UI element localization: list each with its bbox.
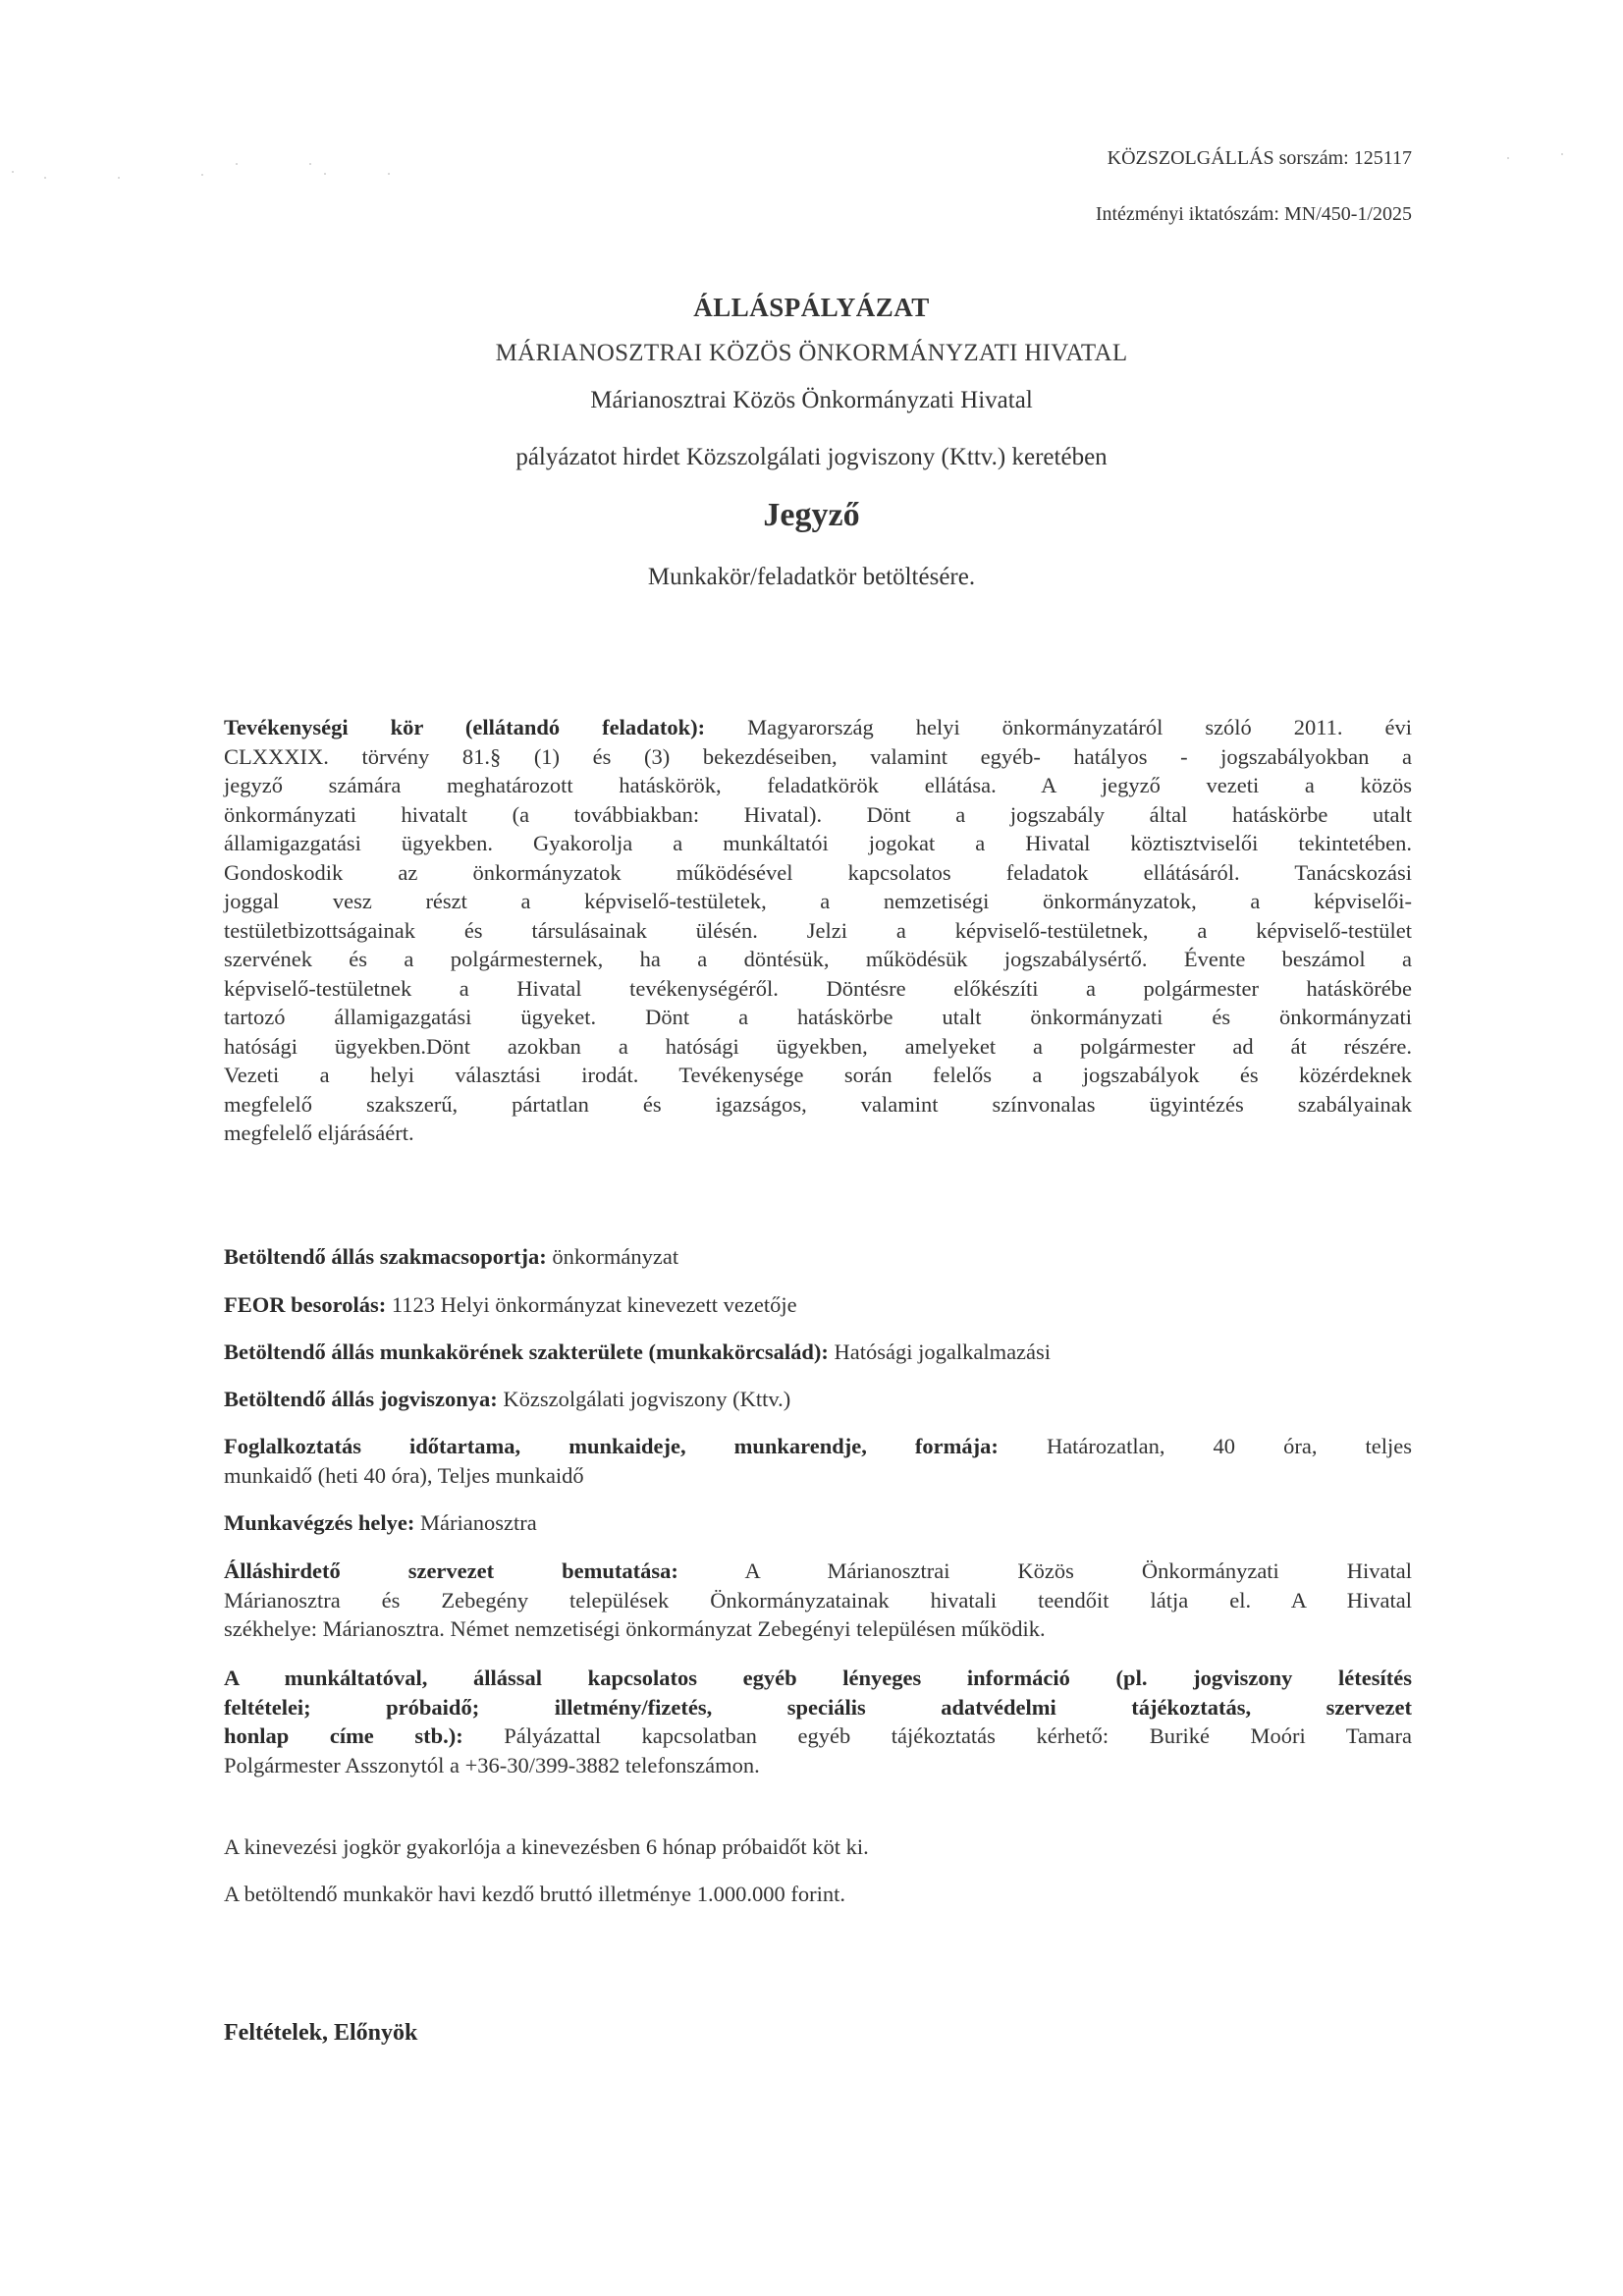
field-other-info — [224, 1664, 1412, 1779]
field-value: munkaidő (heti 40 óra), Teljes munkaidő — [224, 1462, 584, 1488]
field-label: A munkáltatóval, állással kapcsolatos egyéb lényeges információ (pl. jogviszony létesítés — [224, 1666, 1412, 1690]
field-label: honlap címe stb.): — [224, 1723, 463, 1748]
field-label: FEOR besorolás: — [224, 1292, 387, 1317]
document-title: ÁLLÁSPÁLYÁZAT — [693, 293, 930, 322]
position-title: Jegyző — [763, 497, 860, 533]
activity-line: tartozó államigazgatási ügyeket. Dönt a hatáskörbe utalt önkormányzati és önkormányzati — [224, 1005, 1412, 1029]
probation-note: A kinevezési jogkör gyakorlója a kinevezésben 6 hónap próbaidőt köt ki. — [224, 1834, 869, 1859]
serial-number: KÖZSZOLGÁLLÁS sorszám: 125117 — [1107, 147, 1412, 169]
announcement-line: pályázatot hirdet Közszolgálati jogviszony (Kttv.) keretében — [515, 444, 1108, 470]
registry-number: Intézményi iktatószám: MN/450-1/2025 — [1095, 203, 1412, 225]
activity-line: önkormányzati hivatalt (a továbbiakban: Hivatal). Dönt a jogszabály által hatáskörbe utalt — [224, 801, 1412, 827]
field-label: Betöltendő állás szakmacsoportja: — [224, 1244, 547, 1269]
activity-line: szervének és a polgármesternek, ha a döntésük, működésük jogszabálysértő. Évente beszámol a — [224, 947, 1412, 971]
field-feor — [224, 1290, 1412, 1320]
field-value: A Márianosztrai Közös Önkormányzati Hivatal — [677, 1558, 1412, 1583]
field-label: Munkavégzés helye: — [224, 1510, 415, 1535]
salary-note: A betöltendő munkakör havi kezdő bruttó illetménye 1.000.000 forint. — [224, 1882, 845, 1906]
field-legal-relationship — [224, 1385, 1412, 1414]
field-job-family — [224, 1338, 1412, 1367]
field-label: Foglalkoztatás időtartama, munkaideje, munkarendje, formája: — [224, 1434, 999, 1458]
activity-line: megfelelő szakszerű, pártatlan és igazságos, valamint színvonalas ügyintézés szabályainak — [224, 1091, 1412, 1117]
field-value: Polgármester Asszonytól a +36-30/399-3882 telefonszámon. — [224, 1752, 760, 1777]
field-profession-group — [224, 1242, 1412, 1272]
activity-line: képviselő-testületnek a Hivatal tevékenységéről. Döntésre előkészíti a polgármester hatáskörébe — [224, 975, 1412, 1001]
activity-line: Tevékenységi kör (ellátandó feladatok): Magyarország helyi önkormányzatáról szóló 2011. évi — [224, 715, 1412, 739]
activity-line: testületbizottságainak és társulásainak ülésén. Jelzi a képviselő-testületnek, a képviselő-testület — [224, 917, 1412, 943]
field-value: Határozatlan, 40 óra, teljes — [998, 1434, 1412, 1458]
conditions-heading: Feltételek, Előnyök — [224, 2020, 418, 2046]
activity-line: megfelelő eljárásáért. — [224, 1121, 414, 1145]
field-workplace — [224, 1508, 1412, 1538]
field-value: Közszolgálati jogviszony (Kttv.) — [497, 1387, 791, 1411]
field-value: Márianosztra — [414, 1510, 537, 1535]
field-value: székhelye: Márianosztra. Német nemzetiségi önkormányzat Zebegényi településen működik. — [224, 1616, 1046, 1641]
activity-label: Tevékenységi kör (ellátandó feladatok): — [224, 715, 706, 739]
activity-line: Gondoskodik az önkormányzatok működésével kapcsolatos feladatok ellátásáról. Tanácskozási — [224, 859, 1412, 885]
organization-name-upper: MÁRIANOSZTRAI KÖZÖS ÖNKORMÁNYZATI HIVATAL — [495, 340, 1128, 366]
field-employment — [224, 1432, 1412, 1490]
field-organization — [224, 1557, 1412, 1644]
field-label: Betöltendő állás jogviszonya: — [224, 1387, 498, 1411]
activity-line: államigazgatási ügyekben. Gyakorolja a munkáltatói jogokat a Hivatal köztisztviselői tekintetében. — [224, 831, 1412, 855]
field-value: Pályázattal kapcsolatban egyéb tájékoztatás kérhető: Buriké Moóri Tamara — [462, 1723, 1412, 1748]
field-label: Álláshirdető szervezet bemutatása: — [224, 1558, 678, 1583]
activity-line: jegyző számára meghatározott hatáskörök, feladatkörök ellátása. A jegyző vezeti a közös — [224, 773, 1412, 797]
purpose-line: Munkakör/feladatkör betöltésére. — [647, 564, 976, 590]
field-value: Hatósági jogalkalmazási — [828, 1339, 1052, 1364]
field-value: 1123 Helyi önkormányzat kinevezett vezetője — [386, 1292, 797, 1317]
organization-name: Márianosztrai Közös Önkormányzati Hivatal — [590, 387, 1033, 413]
activity-section — [224, 713, 1412, 1148]
field-value: önkormányzat — [546, 1244, 679, 1269]
field-label: feltételei; próbaidő; illetmény/fizetés, speciális adatvédelmi tájékoztatás, szervezet — [224, 1694, 1412, 1720]
activity-line: CLXXXIX. törvény 81.§ (1) és (3) bekezdéseiben, valamint egyéb- hatályos - jogszabályokban a — [224, 743, 1412, 769]
field-label: Betöltendő állás munkakörének szakterülete (munkakörcsalád): — [224, 1339, 829, 1364]
activity-line: joggal vesz részt a képviselő-testületek, a nemzetiségi önkormányzatok, a képviselői- — [224, 889, 1412, 913]
activity-line: hatósági ügyekben.Dönt azokban a hatósági ügyekben, amelyeket a polgármester ad át részére. — [224, 1033, 1412, 1059]
field-value: Márianosztra és Zebegény települések Önkormányzatainak hivatali teendőit látja el. A Hivatal — [224, 1587, 1412, 1613]
activity-line: Vezeti a helyi választási irodát. Tevékenysége során felelős a jogszabályok és közérdeknek — [224, 1063, 1412, 1087]
